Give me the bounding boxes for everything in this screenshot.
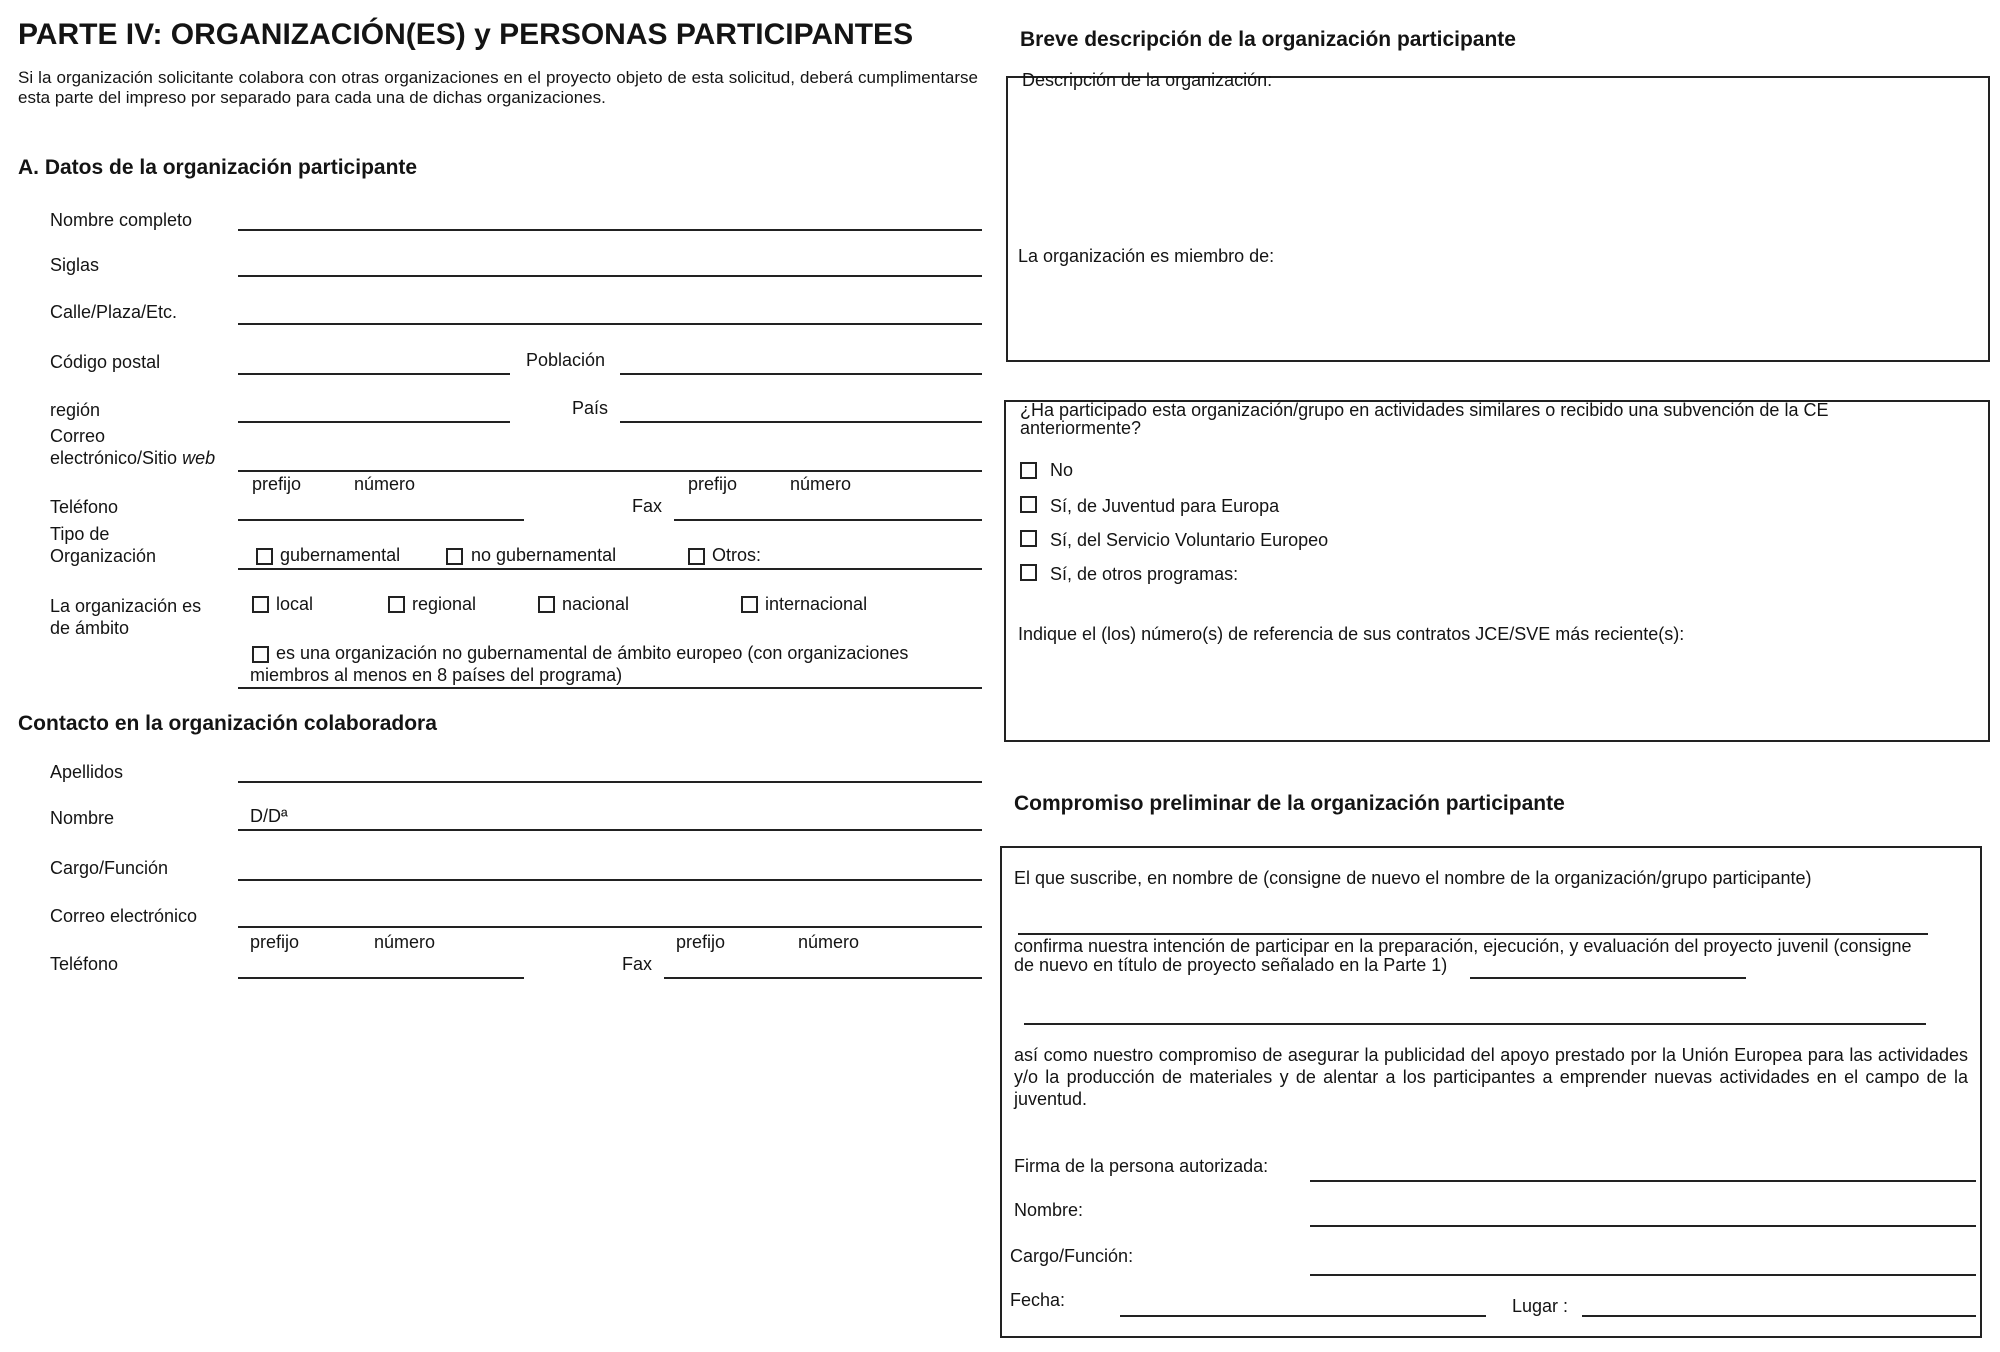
label-pais: País — [572, 398, 609, 418]
label-poblacion: Población — [526, 350, 606, 370]
page-title: PARTE IV: ORGANIZACIÓN(ES) y PERSONAS PARTICIPANTES — [18, 18, 914, 51]
input-lugar[interactable] — [1582, 1315, 1976, 1317]
label-tipo-l2: Organización — [50, 546, 157, 566]
label-tel-numero: número — [354, 474, 416, 494]
label-firma: Firma de la persona autorizada: — [1014, 1156, 1269, 1176]
label-regional: regional — [412, 594, 477, 614]
input-nombre-completo[interactable] — [238, 229, 982, 231]
checkbox-no-gubernamental[interactable] — [446, 548, 463, 565]
label-fax: Fax — [632, 496, 663, 516]
label-cfax-prefijo: prefijo — [676, 932, 726, 952]
label-cargo: Cargo/Función — [50, 858, 169, 878]
label-ambito-l1: La organización es — [50, 596, 202, 616]
label-contacto-telefono: Teléfono — [50, 954, 119, 974]
input-nombre-organizacion[interactable] — [1018, 933, 1928, 935]
label-referencia: Indique el (los) número(s) de referencia de sus contratos JCE/SVE más reciente(s): — [1018, 624, 1685, 644]
label-ong-europea-l1: es una organización no gubernamental de ámbito europeo (con organizaciones — [276, 643, 909, 663]
compromiso-p1: El que suscribe, en nombre de (consigne de nuevo el nombre de la organización/grupo participante) — [1014, 868, 1812, 888]
label-nacional: nacional — [562, 594, 630, 614]
pregunta-text-l1: ¿Ha participado esta organización/grupo en actividades similares o recibido una subvención de la CE — [1020, 400, 1829, 420]
input-region[interactable] — [238, 421, 510, 423]
label-region: región — [50, 400, 101, 420]
input-contacto-fax[interactable] — [664, 977, 982, 979]
input-firma-nombre[interactable] — [1310, 1225, 1976, 1227]
label-siglas: Siglas — [50, 255, 100, 275]
input-calle[interactable] — [238, 323, 982, 325]
label-contacto-nombre: Nombre — [50, 808, 115, 828]
label-gubernamental: gubernamental — [280, 545, 401, 565]
checkbox-local[interactable] — [252, 596, 269, 613]
label-cfax-numero: número — [798, 932, 860, 952]
input-cargo[interactable] — [238, 879, 982, 881]
input-firma[interactable] — [1310, 1180, 1976, 1182]
label-ctel-numero: número — [374, 932, 436, 952]
label-firma-nombre: Nombre: — [1014, 1200, 1084, 1220]
checkbox-gubernamental[interactable] — [256, 548, 273, 565]
label-calle: Calle/Plaza/Etc. — [50, 302, 178, 322]
label-no: No — [1050, 460, 1074, 480]
label-internacional: internacional — [765, 594, 868, 614]
label-sve: Sí, del Servicio Voluntario Europeo — [1050, 530, 1329, 550]
label-fax-prefijo: prefijo — [688, 474, 738, 494]
checkbox-otros-programas[interactable] — [1020, 564, 1037, 581]
label-telefono: Teléfono — [50, 497, 119, 517]
checkbox-ong-europea[interactable] — [252, 646, 269, 663]
contacto-heading: Contacto en la organización colaboradora — [18, 712, 437, 735]
compromiso-p2-l2: de nuevo en título de proyecto señalado en la Parte 1) — [1014, 955, 1448, 975]
checkbox-otros[interactable] — [688, 548, 705, 565]
label-fax-numero: número — [790, 474, 852, 494]
label-ong-europea-l2: miembros al menos en 8 países del programa) — [250, 665, 623, 685]
input-tipo-otros[interactable] — [238, 568, 982, 570]
label-fecha: Fecha: — [1010, 1290, 1066, 1310]
input-firma-cargo[interactable] — [1310, 1274, 1976, 1276]
checkbox-internacional[interactable] — [741, 596, 758, 613]
label-descripcion: Descripción de la organización: — [1022, 70, 1273, 90]
label-firma-cargo: Cargo/Función: — [1010, 1246, 1134, 1266]
label-lugar: Lugar : — [1512, 1296, 1569, 1316]
breve-heading: Breve descripción de la organización participante — [1020, 28, 1516, 51]
label-nombre-completo: Nombre completo — [50, 210, 193, 230]
label-jpe: Sí, de Juventud para Europa — [1050, 496, 1280, 516]
label-contacto-fax: Fax — [622, 954, 653, 974]
label-local: local — [276, 594, 314, 614]
pregunta-text-l2: anteriormente? — [1020, 418, 1142, 438]
label-correo-l1: Correo — [50, 426, 106, 446]
input-contacto-correo[interactable] — [238, 926, 982, 928]
input-contacto-nombre[interactable] — [238, 829, 982, 831]
label-correo-text: electrónico/Sitio — [50, 448, 178, 468]
breve-box[interactable] — [1006, 76, 1990, 362]
checkbox-sve[interactable] — [1020, 530, 1037, 547]
input-codigo-postal[interactable] — [238, 373, 510, 375]
checkbox-jpe[interactable] — [1020, 496, 1037, 513]
label-codigo-postal: Código postal — [50, 352, 161, 372]
input-titulo-proyecto-extra[interactable] — [1024, 1023, 1926, 1025]
input-poblacion[interactable] — [620, 373, 982, 375]
input-apellidos[interactable] — [238, 781, 982, 783]
label-otros-programas: Sí, de otros programas: — [1050, 564, 1239, 584]
label-correo-l2 — [50, 448, 215, 469]
input-siglas[interactable] — [238, 275, 982, 277]
compromiso-p2-l1: confirma nuestra intención de participar en la preparación, ejecución, y evaluación del proyecto juvenil (consigne — [1014, 936, 1912, 956]
label-otros: Otros: — [712, 545, 762, 565]
label-tipo-l1: Tipo de — [50, 524, 110, 544]
compromiso-p3: así como nuestro compromiso de asegurar la publicidad del apoyo prestado por la Unión Europea para las actividades y/o la producción de materiales y de alentar a los participantes a emprender nuevas actividades en el campo de la juventud. — [1014, 1045, 1968, 1109]
input-correo-web[interactable] — [238, 470, 982, 472]
checkbox-no[interactable] — [1020, 462, 1037, 479]
input-pais[interactable] — [620, 421, 982, 423]
compromiso-heading: Compromiso preliminar de la organización participante — [1014, 792, 1565, 815]
input-fecha[interactable] — [1120, 1315, 1486, 1317]
label-correo-web: web — [182, 448, 216, 468]
section-a-heading: A. Datos de la organización participante — [18, 156, 418, 179]
label-ctel-prefijo: prefijo — [250, 932, 300, 952]
label-dda: D/Dª — [250, 806, 288, 826]
label-ambito-l2: de ámbito — [50, 618, 130, 638]
label-tel-prefijo: prefijo — [252, 474, 302, 494]
label-contacto-correo: Correo electrónico — [50, 906, 198, 926]
intro-text: Si la organización solicitante colabora con otras organizaciones en el proyecto objeto de esta solicitud, deberá cumplimentarse esta parte del impreso por separado para cada una de dichas organizaciones. — [18, 68, 978, 107]
label-apellidos: Apellidos — [50, 762, 124, 782]
input-titulo-proyecto[interactable] — [1470, 977, 1746, 979]
label-miembro: La organización es miembro de: — [1018, 246, 1275, 266]
checkbox-regional[interactable] — [388, 596, 405, 613]
checkbox-nacional[interactable] — [538, 596, 555, 613]
divider-ambito — [238, 687, 982, 689]
input-fax[interactable] — [674, 519, 982, 521]
label-no-gubernamental: no gubernamental — [471, 545, 617, 565]
input-telefono[interactable] — [238, 519, 524, 521]
input-contacto-telefono[interactable] — [238, 977, 524, 979]
